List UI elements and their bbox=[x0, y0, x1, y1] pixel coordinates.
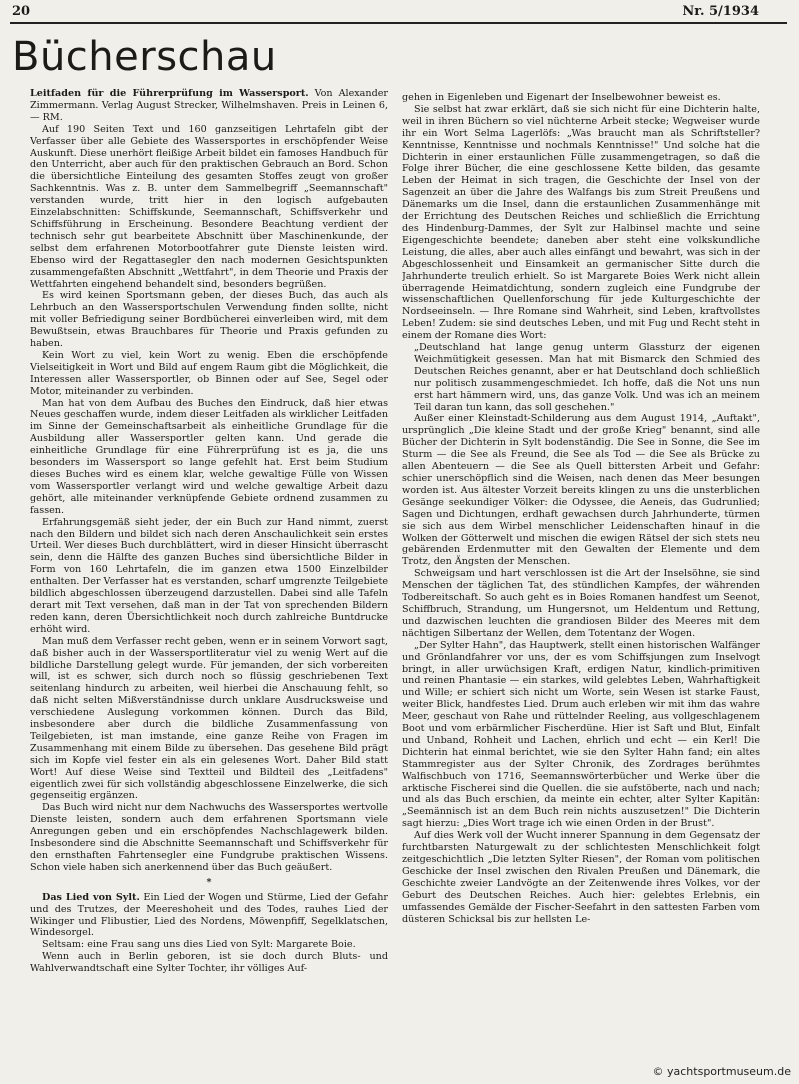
paragraph: Seltsam: eine Frau sang uns dies Lied von Sylt: Margarete Boie. bbox=[42, 939, 356, 951]
paragraph: Sie selbst hat zwar erklärt, daß sie sich nicht für eine Dichterin halte, weil in ihren Büchern so viel nüchterne Arbeit stecke; Wegweiser wurde ihr ein Wort Selma Lagerlöfs: „Was braucht man als Schriftsteller? Kenntnisse, Kenntnisse und nochmals Kenntnisse!" Und solche hat die Dichterin in einer erstaunlichen Fülle zusammengetragen, so daß die Folge ihrer Bücher, die eine geschlossene Kette bilden, das gesamte Leben der Heimat in sich tragen, die Geschichte der Insel von der Sagenzeit an über die Jahre des Walfangs bis zum Streit Preußens und Dänemarks um die Insel, dann die erstaunlichen Zusammenhänge mit der Errichtung des Deutschen Reiches und schließlich die Errichtung des Hindenburg-Dammes, der Sylt zur Halbinsel machte und seine Eigengeschichte beendete; daneben aber steht eine volkskundliche Leistung, die alles, aber auch alles einfängt und bewahrt, was sich in der Abgeschlossenheit und Einsamkeit an germanischer Sitte durch die Jahrhunderte treulich erhielt. So ist Margarete Boies Werk nicht allein überragende Heimatdichtung, sondern zugleich eine Fundgrube der wissenschaftlichen Quellenforschung für jede Kulturgeschichte der Nordseeinseln. — Ihre Romane sind Wahrheit, sind Leben, kraftvollstes Leben! Zudem: sie sind deutsches Leben, und mit Fug und Recht steht in einem der Romane dies Wort: bbox=[402, 103, 760, 342]
left-column bbox=[30, 88, 388, 1050]
paragraph: Wenn auch in Berlin geboren, ist sie doch durch Bluts- und Wahlverwandtschaft eine Sylter Tochter, ihr völliges Auf- bbox=[30, 951, 388, 975]
paragraph: Schweigsam und hart verschlossen ist die Art der Inselsöhne, sie sind Menschen der täglichen Tat, des stündlichen Kampfes, der währenden Todbereitschaft. So auch geht es in Boies Romanen handfest um Seenot, Schiffbruch, Strandung, um Hungersnot, um Heldentum und Rettung, und dazwischen leuchten die grandiosen Bilder des Meeres mit dem nächtigen Silbertanz der Wellen, dem Totentanz der Wogen. bbox=[402, 568, 760, 639]
paragraph: Kein Wort zu viel, kein Wort zu wenig. Eben die erschöpfende Vielseitigkeit in Wort und Bild auf engem Raum gibt die Möglichkeit, die Interessen aller Wassersportler, ob Binnen oder auf See, Segel oder Motor, miteinander zu verbinden. bbox=[30, 349, 388, 397]
right-column bbox=[402, 92, 760, 1050]
review-2-intro: Ein Lied der Wogen und Stürme, Lied der Gefahr und des Trutzes, der Meereshoheit und des Todes, rauhes Lied der Wikinger und Flibustier, Lied des Nordens, Möwenpfiff, Segelklatschen, Windesorgel. bbox=[30, 891, 388, 939]
paragraph: Erfahrungsgemäß sieht jeder, der ein Buch zur Hand nimmt, zuerst nach den Bildern und bildet sich nach deren Anschaulichkeit sein erstes Urteil. Wer dieses Buch durchblättert, wird in dieser Hinsicht überrascht sein, denn die Hälfte des ganzen Buches sind übersichtliche Bilder in Form von 160 Lehrtafeln, die im ganzen etwa 1500 Einzelbilder enthalten. Der Verfasser hat es verstanden, scharf umgrenzte Teilgebiete bildlich abgeschlossen überzeugend darzustellen. Dabei sind alle Tafeln derart mit Text versehen, daß man in der Tat von sprechenden Bildern reden kann, deren Übersichtlichkeit noch durch zahlreiche Buntdrucke erhöht wird. bbox=[30, 516, 388, 635]
issue-number: Nr. 5/1934 bbox=[682, 4, 759, 19]
block-quote: „Deutschland hat lange genug unterm Glassturz der eigenen Weichmütigkeit gesessen. Man hat mit Bismarck den Schmied des Deutschen Reiches genannt, aber er hat Deutschland doch schließlich nur politisch zusammengeschmiedet. Ich hoffe, daß die Not uns nun erst hart hämmern wird, uns, das ganze Volk. Und was ich an meinem Teil daran tun kann, das soll geschehen." bbox=[414, 342, 760, 413]
review-2-title: Das Lied von Sylt. bbox=[42, 891, 140, 903]
review-1-intro: Von Alexander Zimmermann. Verlag August Strecker, Wilhelmshaven. Preis in Leinen 6,— RM. bbox=[30, 88, 388, 123]
section-separator: * bbox=[206, 876, 212, 888]
paragraph: Man hat von dem Aufbau des Buches den Eindruck, daß hier etwas Neues geschaffen wurde, indem dieser Leitfaden als wirklicher Leitfaden im Sinne der Gemeinschaftsarbeit als einheitliche Grundlage für die Ausbildung aller Wassersportler gelten kann. Und gerade die einheitliche Grundlage für eine Führerprüfung ist es ja, die uns besonders im Wassersport so lange gefehlt hat. Erst beim Studium dieses Buches wird es einem klar, welche gewaltige Fülle von Wissen vom Wassersportler verlangt wird und welche gewaltige Arbeit dazu gehört, alle miteinander verknüpfende Gebiete ordnend zusammen zu fassen. bbox=[30, 397, 388, 516]
paragraph: Auf dies Werk voll der Wucht innerer Spannung in dem Gegensatz der furchtbarsten Naturgewalt zu der schlichtesten Menschlichkeit folgt zeitgeschichtlich „Die letzten Sylter Riesen", der Roman vom politischen Geschicke der Insel zwischen den Rivalen Preußen und Dänemark, die Geschichte zweier Landvögte an der Zeitenwende ihres Volkes, vor der Geburt des Deutschen Reiches. Auch hier: gelebtes Erlebnis, ein umfassendes Gemälde der Fischer-Seefahrt in den sattesten Farben vom düsteren Schicksal bis zur hellsten Le- bbox=[402, 830, 760, 925]
section-title: Bücherschau bbox=[12, 34, 277, 80]
paragraph: Das Buch wird nicht nur dem Nachwuchs des Wassersportes wertvolle Dienste leisten, sondern auch dem erfahrenen Sportsmann viele Anregungen geben und ein erschöpfendes Nachschlagewerk bilden. Insbesondere sind die Abschnitte Seemannschaft und Schiffsverkehr für den ernsthaften Fahrtensegler eine Fundgrube praktischen Wissens. Schon viele haben sich anerkennend über das Buch geäußert. bbox=[30, 802, 388, 873]
review-1-heading bbox=[30, 88, 388, 124]
paragraph: „Der Sylter Hahn", das Hauptwerk, stellt einen historischen Walfänger und Grönlandfahrer vor uns, der es vom Schiffsjungen zum Inselvogt bringt, in aller urwüchsigen Kraft, erdigen Natur, kindlich-primitiven und reinen Phantasie — ein starkes, wild gelebtes Leben, Wahrhaftigkeit und Wille; er schiert sich nicht um Worte, sein Wesen ist starke Faust, weiter Blick, handfestes Lied. Drum auch erleben wir mit ihm das wahre Meer, geschaut von Rahe und rüttelnder Reeling, aus vollgeschlagenem Boot und vom erbärmlicher Fischerdüne. Hier ist Saft und Blut, Einfalt und Unband, Rohheit und Lachen, ehrlich und echt — ein Kerl! Die Dichterin hat einmal berichtet, wie sie den Sylter Hahn fand; ein altes Stammregister aus der Sylter Chronik, des Zordrages berühmtes Walfischbuch von 1716, Seemannswörterbücher und Werke über die arktische Fischerei sind die Quellen. die sie aufstöberte, nach und nach; und als das Buch erschien, da meinte ein echter, alter Sylter Kapitän: „Seemännisch ist an dem Buch rein nichts auszusetzen!" Die Dichterin sagt hierzu: „Dies Wort trage ich wie einen Orden in der Brust". bbox=[402, 639, 760, 830]
paragraph: Man muß dem Verfasser recht geben, wenn er in seinem Vorwort sagt, daß bisher auch in der Wassersportliteratur viel zu wenig Wert auf die bildliche Darstellung gelegt wurde. Für jemanden, der sich vorbereiten will, ist es schwer, sich durch noch so flüssig geschriebenen Text seitenlang hindurch zu arbeiten, weil hierbei die Anschauung fehlt, so daß nicht selten Mißverständnisse durch unklare Ausdrucksweise und verschiedene Auslegung vorkommen können. Durch das Bild, insbesondere aber durch die bildliche Zusammenfassung von Teilgebieten, ist man imstande, eine ganze Reihe von Fragen im Zusammenhang mit einem Bilde zu übersehen. Das gesehene Bild prägt sich im Kopfe viel fester ein als ein gelesenes Wort. Daher Bild statt Wort! Auf diese Weise sind Textteil und Bildteil des „Leitfadens" eigentlich zwei für sich vollständig abgeschlossene Einzelwerke, die sich gegenseitig ergänzen. bbox=[30, 635, 388, 802]
header-rule bbox=[10, 22, 787, 24]
paragraph: Es wird keinen Sportsmann geben, der dieses Buch, das auch als Lehrbuch an den Wassersportschulen Verwendung finden sollte, nicht mit voller Befriedigung seiner Bordbücherei einverleiben wird, mit dem Bewußtsein, etwas Brauchbares für Theorie und Praxis gefunden zu haben. bbox=[30, 290, 388, 350]
paragraph: Auf 190 Seiten Text und 160 ganzseitigen Lehrtafeln gibt der Verfasser über alle Gebiete des Wassersportes in erschöpfender Weise Auskunft. Diese unerhört fleißige Arbeit bildet ein famoses Handbuch für den Unterricht, aber auch für den praktischen Gebrauch an Bord. Schon die übersichtliche Einteilung des gesamten Stoffes zeugt von großer Sachkenntnis. Was z. B. unter dem Sammelbegriff „Seemannschaft" verstanden wurde, tritt hier in den logisch aufgebauten Einzelabschnitten: Schiffskunde, Seemannschaft, Schiffsverkehr und Schiffsführung in Erscheinung. Besondere Beachtung verdient der technisch sehr gut bearbeitete Abschnitt über Maschinenkunde, der selbst dem erfahrenen Motorbootfahrer gute Dienste leisten wird. Ebenso wird der Regattasegler den nach modernen Gesichtspunkten zusammengefaßten Abschnitt „Wettfahrt", in dem Theorie und Praxis der Wettfahrten eingehend behandelt sind, besonders begrüßen. bbox=[30, 123, 388, 290]
review-2-heading bbox=[30, 892, 388, 940]
review-1-title: Leitfaden für die Führerprüfung im Wassersport. bbox=[30, 88, 309, 99]
paragraph: Außer einer Kleinstadt-Schilderung aus dem August 1914, „Auftakt", ursprünglich „Die kleine Stadt und der große Krieg" benannt, sind alle Bücher der Dichterin in Sylt bodenständig. Die See in Sonne, die See im Sturm — die See als Freund, die See als Tod — die See als Brücke zu allen Abenteuern — die See als Quell bittersten Arbeit und Gefahr: schier unerschöpflich sind die Weisen, nach denen das Meer besungen worden ist. Aus ältester Vorzeit bereits klingen zu uns die unsterblichen Gesänge seekundiger Völker: die Odyssee, die Aeneis, das Gudrunlied; Sagen und Dichtungen, erdhaft gewachsen durch Jahrhunderte, türmen sie sich aus dem Wirbel menschlicher Leidenschaften hinauf in die Wolken der Götterwelt und mischen die ewigen Rätsel der sich stets neu gebärenden Erdenmutter mit den Gewalten der Elemente und dem Trotz, den Ängsten der Menschen. bbox=[402, 413, 760, 568]
watermark: © yachtsportmuseum.de bbox=[652, 1065, 791, 1078]
page-number: 20 bbox=[12, 4, 31, 19]
paragraph: gehen in Eigenleben und Eigenart der Inselbewohner beweist es. bbox=[402, 92, 721, 103]
